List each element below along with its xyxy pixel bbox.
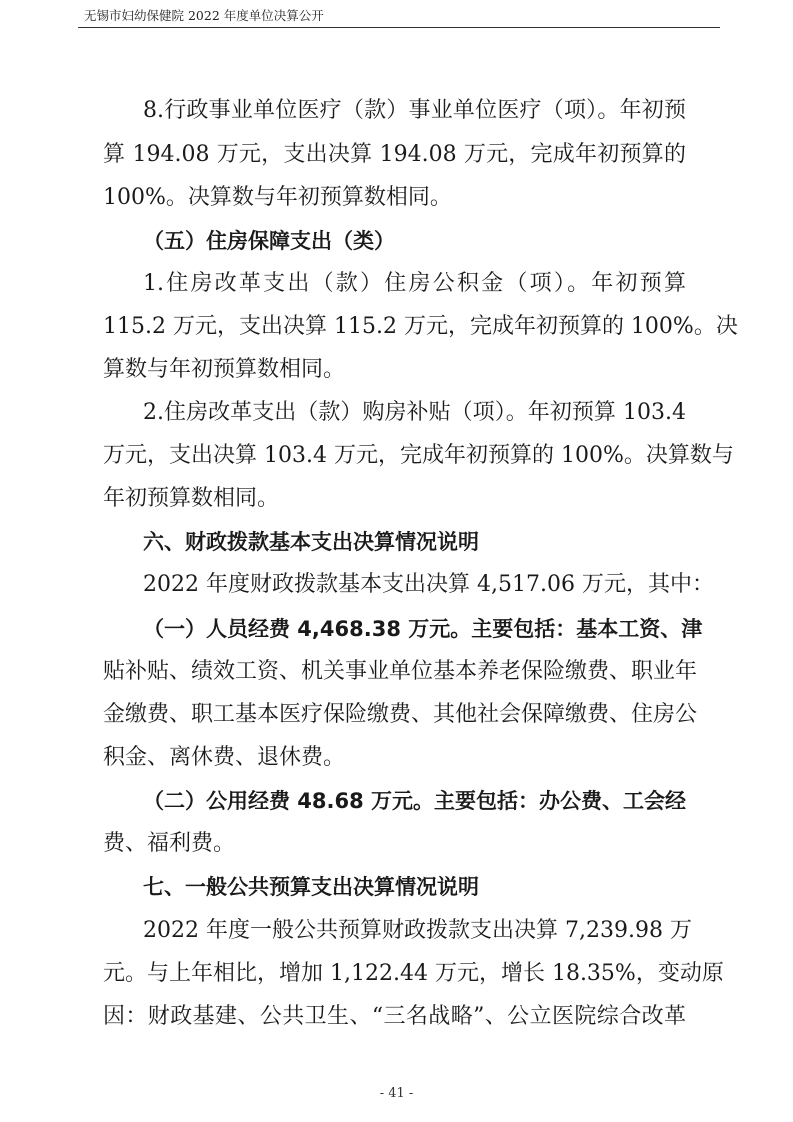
text-line: 1.住房改革支出（款）住房公积金（项）。年初预算: [143, 271, 686, 296]
text-line: 2022 年度一般公共预算财政拨款支出决算 7,239.98 万: [143, 918, 692, 943]
text-line: 金缴费、职工基本医疗保险缴费、其他社会保障缴费、住房公: [103, 702, 698, 727]
text-line: （一）人员经费 4,468.38 万元。主要包括：基本工资、津: [143, 617, 703, 641]
text-line: 因：财政基建、公共卫生、“三名战略”、公立医院综合改革: [103, 1004, 686, 1029]
header-divider: [78, 27, 720, 28]
text-line: 2.住房改革支出（款）购房补贴（项）。年初预算 103.4: [143, 400, 686, 425]
section-heading: 七、一般公共预算支出决算情况说明: [143, 875, 479, 899]
text-line: 积金、离休费、退休费。: [103, 745, 346, 770]
text-line: 算数与年初预算数相同。: [103, 357, 346, 382]
page-number: - 41 -: [379, 1086, 414, 1101]
section-heading: 六、财政拨款基本支出决算情况说明: [143, 530, 479, 554]
text-line: 万元，支出决算 103.4 万元，完成年初预算的 100%。决算数与: [103, 443, 734, 468]
text-line: 元。与上年相比，增加 1,122.44 万元，增长 18.35%，变动原: [103, 961, 724, 986]
text-line: （二）公用经费 48.68 万元。主要包括：办公费、工会经: [143, 789, 687, 813]
text-line: 贴补贴、绩效工资、机关事业单位基本养老保险缴费、职业年: [103, 659, 698, 684]
text-line: 8.行政事业单位医疗（款）事业单位医疗（项）。年初预: [143, 98, 686, 123]
text-line: 费、福利费。: [103, 831, 236, 856]
section-heading: （五）住房保障支出（类）: [143, 229, 395, 253]
text-line: 算 194.08 万元，支出决算 194.08 万元，完成年初预算的: [103, 142, 686, 167]
text-line: 2022 年度财政拨款基本支出决算 4,517.06 万元，其中：: [143, 572, 714, 597]
text-line: 年初预算数相同。: [103, 486, 280, 511]
text-line: 115.2 万元，支出决算 115.2 万元，完成年初预算的 100%。决: [103, 314, 738, 339]
running-header: 无锡市妇幼保健院 2022 年度单位决算公开: [84, 8, 324, 23]
text-line: 100%。决算数与年初预算数相同。: [103, 185, 452, 210]
